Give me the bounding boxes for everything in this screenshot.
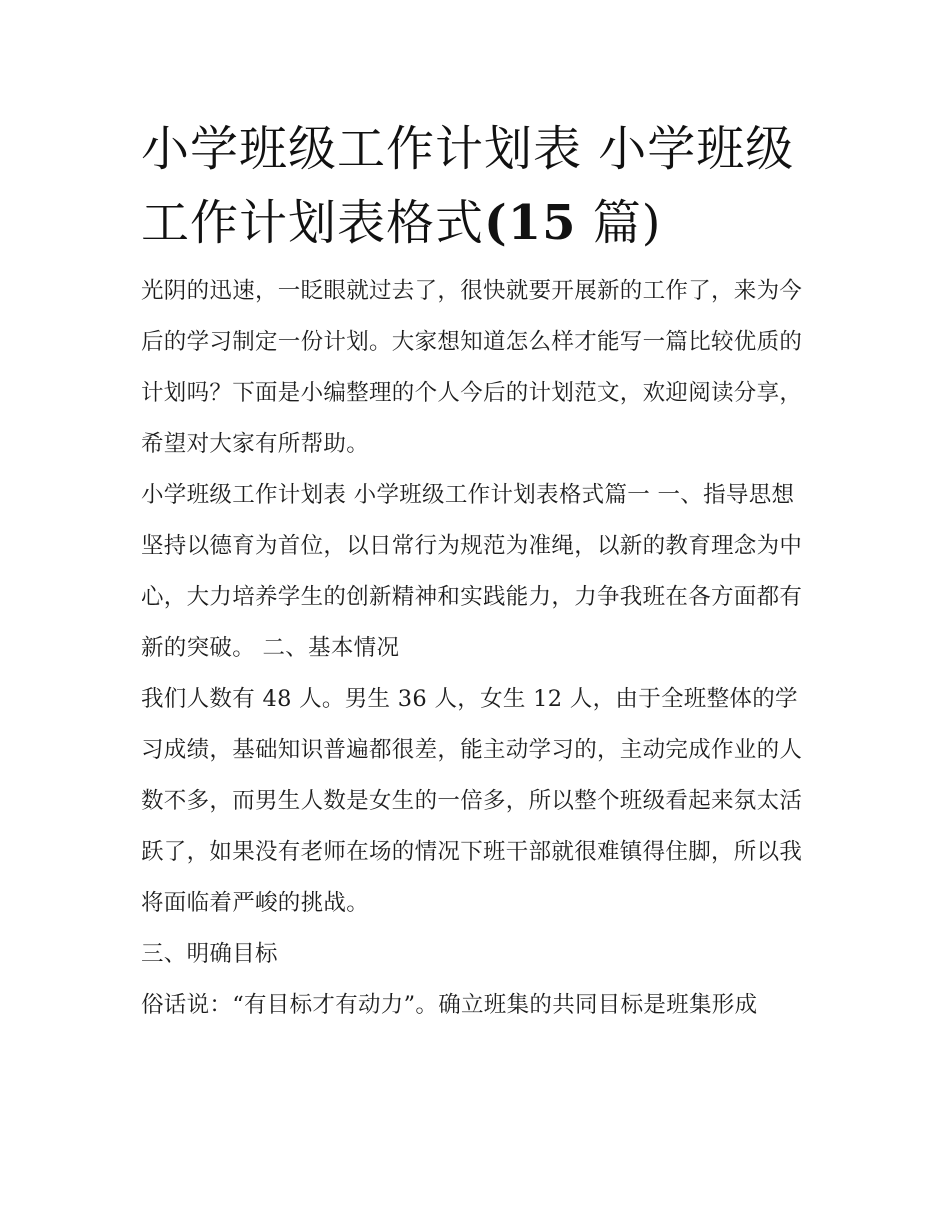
- document-title: [141, 112, 816, 260]
- section-heading-guiding-thought: 小学班级工作计划表 小学班级工作计划表格式篇一 一、指导思想: [141, 482, 795, 508]
- title-line-2-text: 工作计划表格式: [141, 195, 485, 251]
- guiding-thought-paragraph: 坚持以德育为首位，以日常行为规范为准绳，以新的教育理念为中心，大力培养学生的创新精神和实践能力，力争我班在各方面都有新的突破。 二、基本情况: [141, 533, 803, 661]
- title-suffix: 篇): [576, 195, 662, 251]
- section-heading-goals: 三、明确目标: [141, 941, 278, 967]
- basic-situation-paragraph: 我们人数有 48 人。男生 36 人，女生 12 人，由于全班整体的学习成绩，基础知识普遍都很差，能主动学习的，主动完成作业的人数不多，而男生人数是女生的一倍多，所以整个班级看起来氛太活跃了，如果没有老师在场的情况下班干部就很难镇得住脚，所以我将面临着严峻的挑战。: [141, 686, 803, 916]
- document-content: [141, 112, 816, 1031]
- goals-paragraph: 俗话说：“有目标才有动力”。确立班集的共同目标是班集形成: [141, 992, 758, 1018]
- intro-paragraph: 光阴的迅速，一眨眼就过去了，很快就要开展新的工作了，来为今后的学习制定一份计划。大家想知道怎么样才能写一篇比较优质的计划吗？下面是小编整理的个人今后的计划范文，欢迎阅读分享，希望对大家有所帮助。: [141, 278, 803, 457]
- title-count: (15: [484, 195, 577, 251]
- title-line-2: [141, 186, 816, 260]
- title-line-1: 小学班级工作计划表 小学班级: [141, 121, 795, 177]
